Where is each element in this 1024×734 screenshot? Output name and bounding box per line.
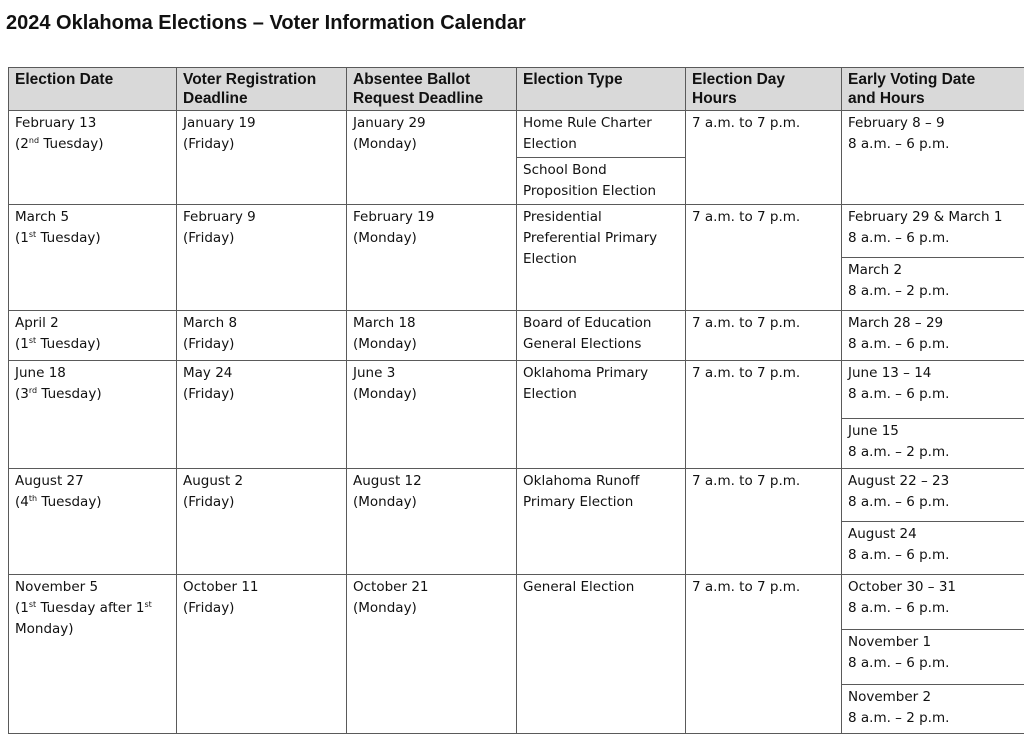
table-row — [9, 575, 1024, 630]
registration-deadline-cell: October 11 (Friday) — [177, 575, 347, 734]
header-election-hours: Election Day Hours — [686, 68, 842, 111]
election-type-cell: School Bond Proposition Election — [517, 158, 686, 205]
election-type-cell: General Election — [517, 575, 686, 734]
election-date-cell: November 5 (1st Tuesday after 1st Monday) — [9, 575, 177, 734]
table-row — [9, 205, 1024, 258]
election-type-cell: Home Rule Charter Election — [517, 111, 686, 158]
early-voting-cell: August 22 – 23 8 a.m. – 6 p.m. — [842, 469, 1024, 522]
header-election-date: Election Date — [9, 68, 177, 111]
absentee-deadline-cell: March 18 (Monday) — [347, 311, 517, 361]
election-hours-cell: 7 a.m. to 7 p.m. — [686, 311, 842, 361]
registration-deadline-cell: August 2 (Friday) — [177, 469, 347, 575]
registration-deadline-cell: January 19 (Friday) — [177, 111, 347, 205]
registration-deadline-cell: February 9 (Friday) — [177, 205, 347, 311]
header-registration-deadline: Voter Registration Deadline — [177, 68, 347, 111]
election-hours-cell: 7 a.m. to 7 p.m. — [686, 205, 842, 311]
early-voting-cell: November 1 8 a.m. – 6 p.m. — [842, 630, 1024, 685]
early-voting-cell: March 28 – 29 8 a.m. – 6 p.m. — [842, 311, 1024, 361]
election-hours-cell: 7 a.m. to 7 p.m. — [686, 111, 842, 205]
election-hours-cell: 7 a.m. to 7 p.m. — [686, 469, 842, 575]
election-type-cell: Presidential Preferential Primary Election — [517, 205, 686, 311]
page-title: 2024 Oklahoma Elections – Voter Information Calendar — [6, 12, 526, 34]
table-row — [9, 111, 1024, 158]
registration-deadline-cell: March 8 (Friday) — [177, 311, 347, 361]
header-election-type: Election Type — [517, 68, 686, 111]
absentee-deadline-cell: February 19 (Monday) — [347, 205, 517, 311]
election-type-cell: Oklahoma Primary Election — [517, 361, 686, 469]
table-row — [9, 469, 1024, 522]
header-early-voting: Early Voting Date and Hours — [842, 68, 1024, 111]
election-date-cell: February 13 (2nd Tuesday) — [9, 111, 177, 205]
election-type-cell: Oklahoma Runoff Primary Election — [517, 469, 686, 575]
election-hours-cell: 7 a.m. to 7 p.m. — [686, 575, 842, 734]
table-row — [9, 361, 1024, 419]
election-date-cell: August 27 (4th Tuesday) — [9, 469, 177, 575]
absentee-deadline-cell: August 12 (Monday) — [347, 469, 517, 575]
early-voting-cell: October 30 – 31 8 a.m. – 6 p.m. — [842, 575, 1024, 630]
election-calendar-table — [8, 67, 1024, 734]
election-hours-cell: 7 a.m. to 7 p.m. — [686, 361, 842, 469]
early-voting-cell: February 29 & March 1 8 a.m. – 6 p.m. — [842, 205, 1024, 258]
early-voting-cell: August 24 8 a.m. – 6 p.m. — [842, 522, 1024, 575]
header-row — [9, 68, 1024, 111]
early-voting-cell: March 2 8 a.m. – 2 p.m. — [842, 258, 1024, 311]
election-date-cell: June 18 (3rd Tuesday) — [9, 361, 177, 469]
absentee-deadline-cell: October 21 (Monday) — [347, 575, 517, 734]
early-voting-cell: June 15 8 a.m. – 2 p.m. — [842, 419, 1024, 469]
early-voting-cell: June 13 – 14 8 a.m. – 6 p.m. — [842, 361, 1024, 419]
election-type-cell: Board of Education General Elections — [517, 311, 686, 361]
election-date-cell: March 5 (1st Tuesday) — [9, 205, 177, 311]
early-voting-cell: November 2 8 a.m. – 2 p.m. — [842, 685, 1024, 734]
election-date-cell: April 2 (1st Tuesday) — [9, 311, 177, 361]
registration-deadline-cell: May 24 (Friday) — [177, 361, 347, 469]
absentee-deadline-cell: June 3 (Monday) — [347, 361, 517, 469]
early-voting-cell: February 8 – 9 8 a.m. – 6 p.m. — [842, 111, 1024, 205]
absentee-deadline-cell: January 29 (Monday) — [347, 111, 517, 205]
table-row — [9, 311, 1024, 361]
header-absentee-deadline: Absentee Ballot Request Deadline — [347, 68, 517, 111]
